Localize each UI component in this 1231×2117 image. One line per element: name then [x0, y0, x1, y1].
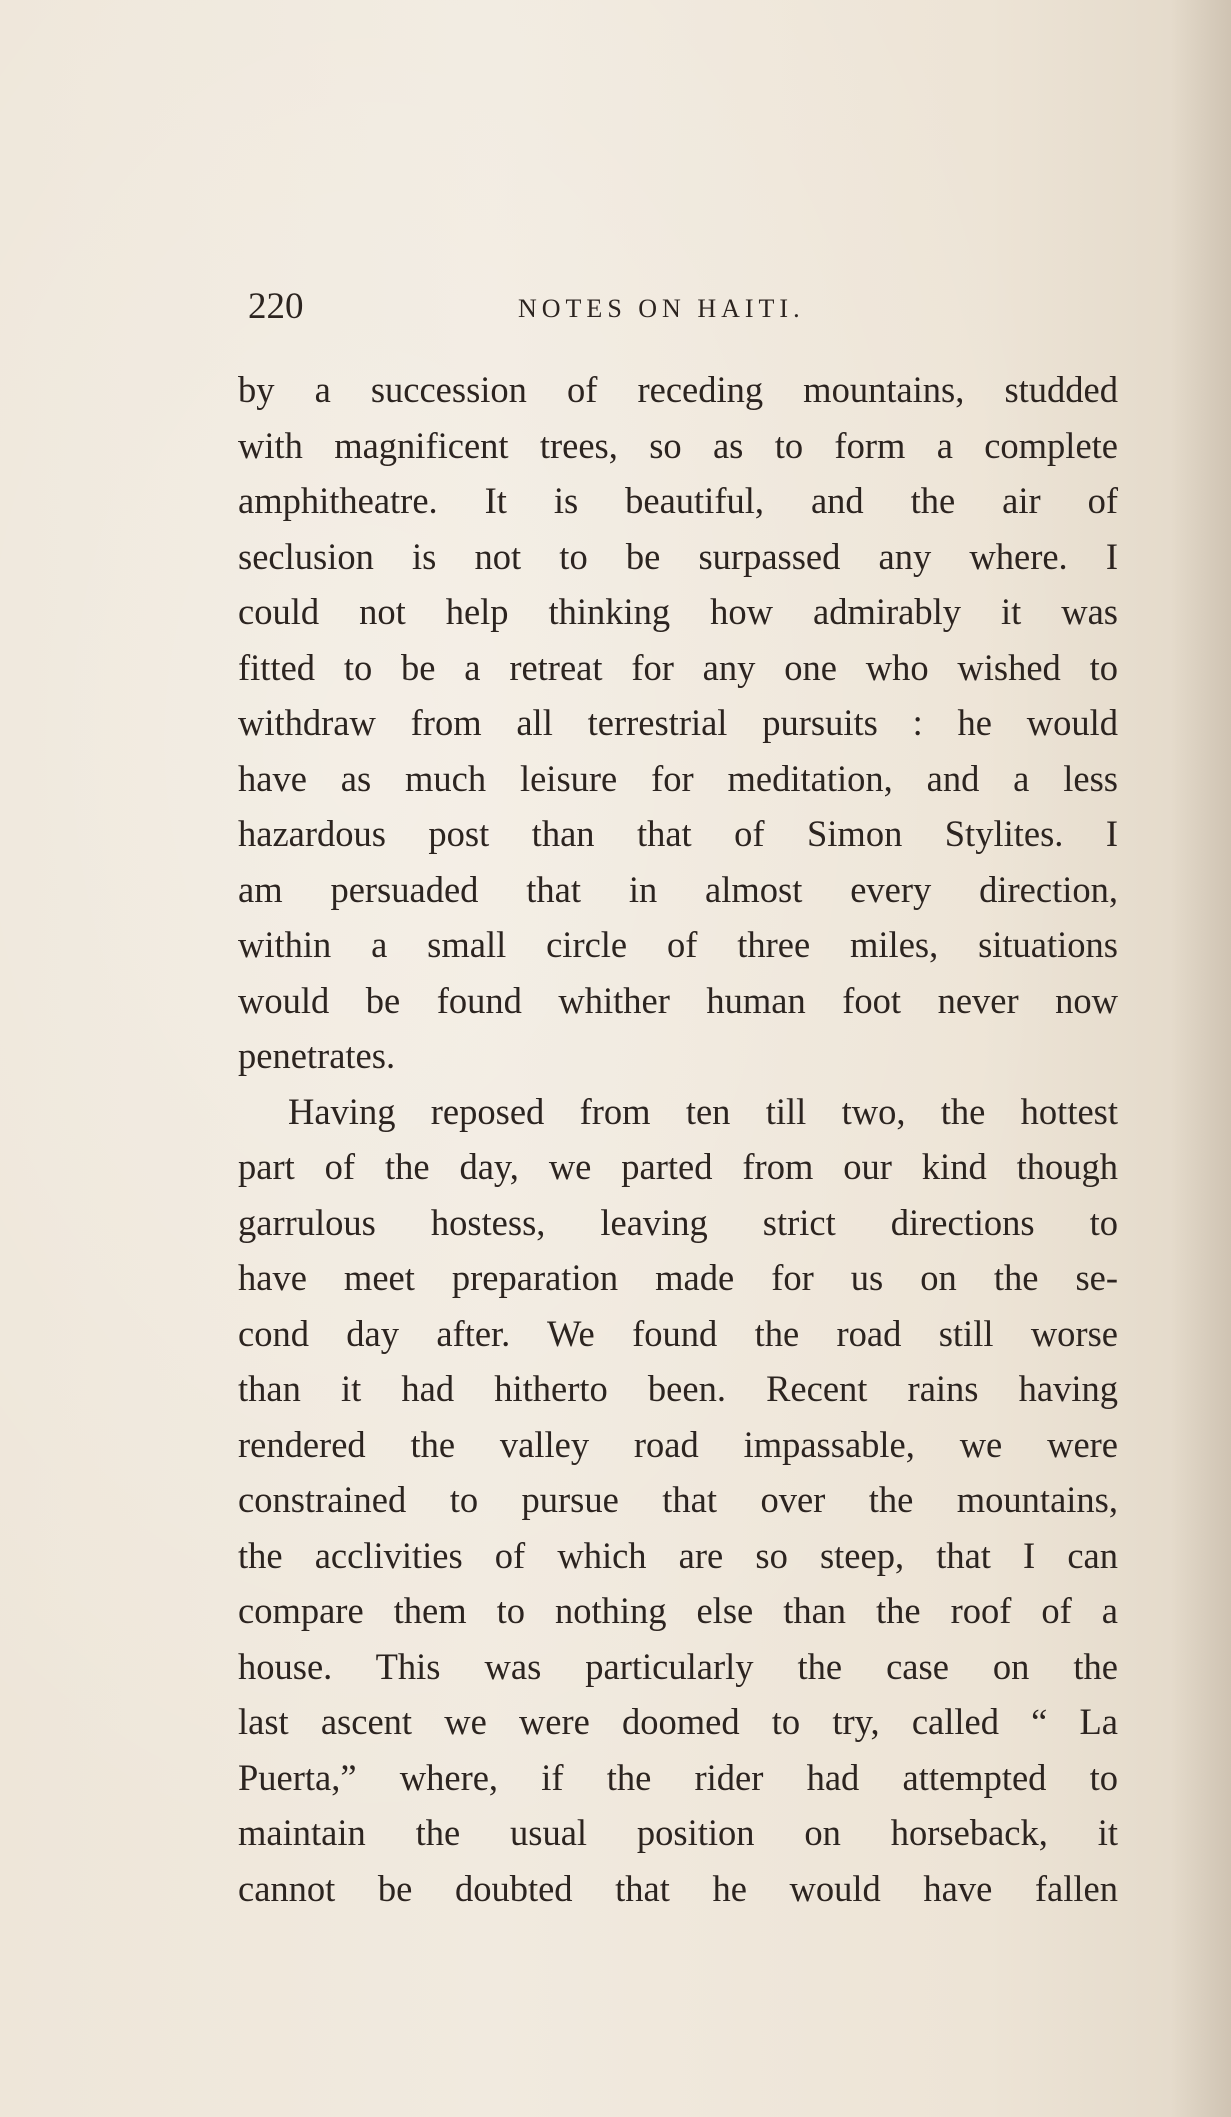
text-line: the acclivities of which are so steep, that I can: [238, 1534, 1118, 1576]
text-line: compare them to nothing else than the roof of a: [238, 1590, 1118, 1631]
text-line: cond day after. We found the road still worse: [238, 1312, 1118, 1354]
text-line: could not help thinking how admirably it was: [238, 591, 1118, 632]
page-number: 220: [248, 286, 304, 327]
body-text: [238, 362, 1118, 1916]
text-line: seclusion is not to be surpassed any where. I: [238, 535, 1118, 577]
text-line: rendered the valley road impassable, we were: [238, 1423, 1118, 1465]
text-line: constrained to pursue that over the mountains,: [238, 1479, 1118, 1520]
text-line: would be found whither human foot never now: [238, 979, 1118, 1021]
paragraph-end-line: penetrates.: [238, 1035, 396, 1076]
text-line: by a succession of receding mountains, studded: [238, 369, 1118, 410]
text-line: Puerta,” where, if the rider had attempted to: [238, 1756, 1118, 1798]
text-line: have meet preparation made for us on the se-: [238, 1257, 1118, 1298]
text-line: withdraw from all terrestrial pursuits : he would: [238, 702, 1118, 743]
text-line: house. This was particularly the case on the: [238, 1645, 1118, 1687]
text-line: than it had hitherto been. Recent rains having: [238, 1368, 1118, 1409]
page-edge-shadow: [1171, 0, 1231, 2117]
text-line: have as much leisure for meditation, and a less: [238, 757, 1118, 799]
page-header: [248, 282, 1128, 332]
text-line: fitted to be a retreat for any one who wished to: [238, 646, 1118, 688]
text-line: cannot be doubted that he would have fallen: [238, 1867, 1118, 1909]
text-line: maintain the usual position on horseback, it: [238, 1812, 1118, 1853]
text-line: with magnificent trees, so as to form a complete: [238, 424, 1118, 466]
text-line: garrulous hostess, leaving strict directions to: [238, 1201, 1118, 1243]
text-line: within a small circle of three miles, situations: [238, 924, 1118, 965]
text-line: amphitheatre. It is beautiful, and the air of: [238, 480, 1118, 521]
text-line: part of the day, we parted from our kind though: [238, 1146, 1118, 1187]
text-line: am persuaded that in almost every direction,: [238, 868, 1118, 910]
paragraph-start-line: Having reposed from ten till two, the hottest: [288, 1090, 1118, 1132]
text-line: last ascent we were doomed to try, called “ La: [238, 1701, 1118, 1742]
running-head: NOTES ON HAITI.: [518, 294, 805, 323]
text-line: hazardous post than that of Simon Stylites. I: [238, 813, 1118, 854]
